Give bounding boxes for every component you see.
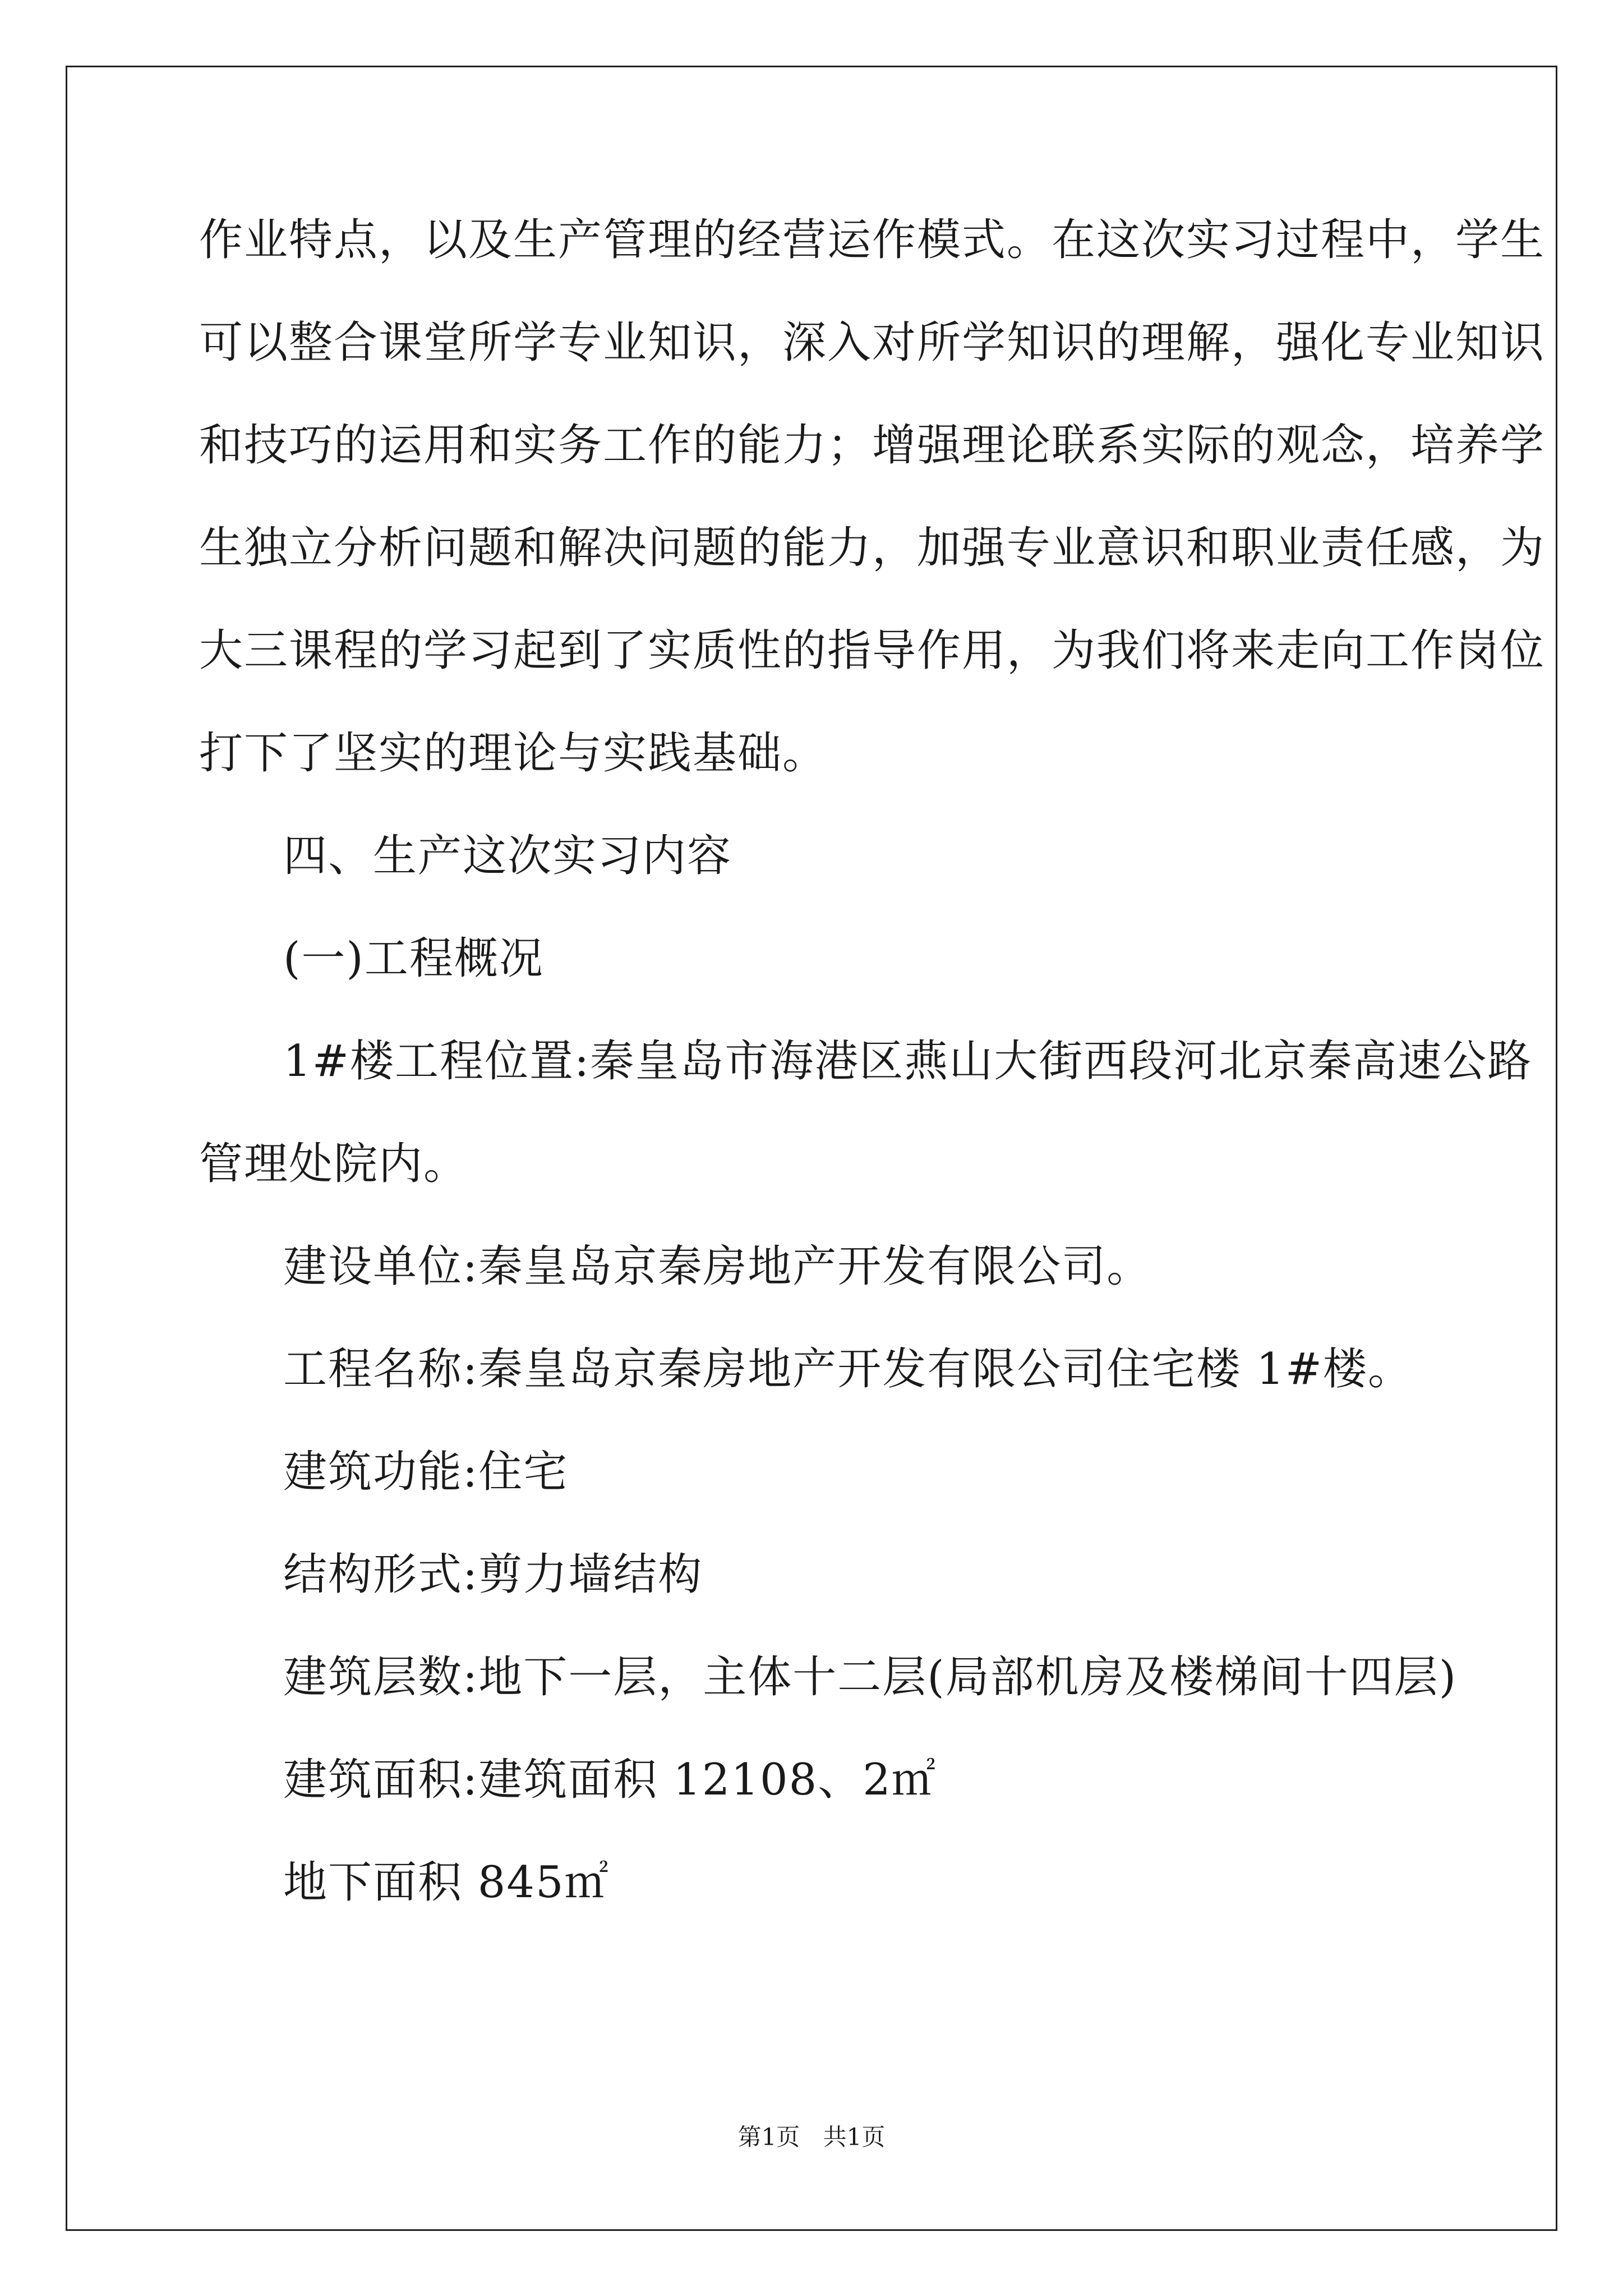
text-line: 建设单位:秦皇岛京秦房地产开发有限公司。	[283, 1241, 1152, 1292]
subsection-heading: (一)工程概况	[283, 933, 544, 984]
document-body	[199, 213, 1546, 1958]
text-line: 工程名称:秦皇岛京秦房地产开发有限公司住宅楼 1#楼。	[283, 1344, 1413, 1395]
text-line: 建筑面积:建筑面积 12108、2㎡	[283, 1755, 937, 1805]
text-line: 打下了坚实的理论与实践基础。	[199, 728, 828, 779]
text-line: 建筑功能:住宅	[283, 1447, 569, 1497]
text-line: 生独立分析问题和解决问题的能力，加强专业意识和职业责任感，为	[199, 523, 1546, 573]
text-line: 管理处院内。	[199, 1139, 469, 1189]
text-line: 建筑层数:地下一层，主体十二层(局部机房及楼梯间十四层)	[283, 1652, 1458, 1703]
text-line: 大三课程的学习起到了实质性的指导作用，为我们将来走向工作岗位	[199, 625, 1546, 676]
text-line: 作业特点，以及生产管理的经营运作模式。在这次实习过程中，学生	[199, 215, 1546, 265]
page-number-current: 第1页	[737, 2123, 800, 2151]
text-line: 结构形式:剪力墙结构	[283, 1549, 703, 1600]
text-line: 1#楼工程位置:秦皇岛市海港区燕山大街西段河北京秦高速公路	[283, 1036, 1533, 1087]
section-heading: 四、生产这次实习内容	[283, 831, 732, 881]
text-line: 可以整合课堂所学专业知识，深入对所学知识的理解，强化专业知识	[199, 318, 1546, 368]
page-number-total: 共1页	[823, 2123, 886, 2151]
text-line: 地下面积 845㎡	[283, 1857, 610, 1908]
page-footer	[0, 2123, 1623, 2151]
text-line: 和技巧的运用和实务工作的能力；增强理论联系实际的观念，培养学	[199, 420, 1546, 471]
